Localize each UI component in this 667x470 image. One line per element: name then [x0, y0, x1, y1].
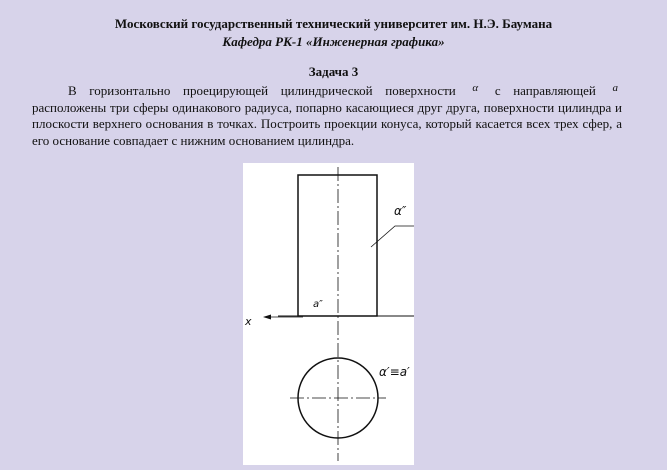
- label-a-front: a″: [313, 299, 323, 310]
- task-text-part3: расположены три сферы одинакового радиуса, попарно касающиеся друг друга, поверхности цилиндра и плоскости верхнего основания в точках. Построить проекции конуса, который касается всех трех сфер, а его основание совпадает с нижним основанием цилиндра.: [32, 99, 622, 148]
- task-text-part1: В горизонтально проецирующей цилиндрической поверхности: [68, 83, 456, 98]
- drawing-canvas: [243, 163, 414, 465]
- label-alpha-front: α″: [394, 204, 407, 218]
- label-axis-x: x: [245, 315, 252, 328]
- technical-drawing: [243, 163, 414, 465]
- label-plan-view: α′≡a′: [379, 365, 410, 379]
- document-header: [0, 15, 667, 50]
- task-title: Задача 3: [308, 64, 359, 79]
- task-text-part2: с направляющей: [494, 83, 596, 98]
- symbol-alpha: α: [472, 82, 479, 94]
- arrow-x-head: [263, 315, 271, 320]
- task-statement: [32, 80, 622, 149]
- university-name: Московский государственный технический университет им. Н.Э. Баумана: [114, 16, 553, 31]
- cylinder-front-view: [298, 175, 377, 316]
- symbol-a: a: [612, 82, 619, 94]
- department-name: Кафедра РК-1 «Инженерная графика»: [222, 34, 445, 49]
